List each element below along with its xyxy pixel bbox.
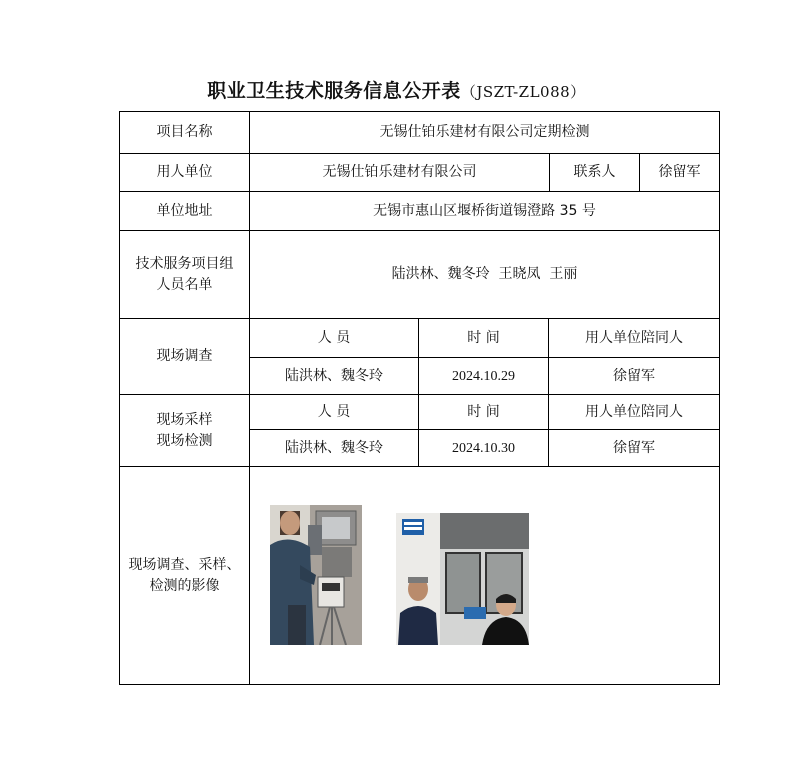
survey-time: 2024.10.29: [452, 368, 515, 384]
site-photo-sampling-image: [270, 505, 362, 645]
site-photo-sampling: [270, 505, 362, 645]
survey-people: 陆洪林、魏冬玲: [285, 367, 383, 384]
sampling-col-people: 人 员: [317, 403, 351, 420]
survey-escort: 徐留军: [613, 367, 655, 384]
title-code: （JSZT-ZL088）: [460, 83, 586, 101]
address-label: 单位地址: [156, 202, 213, 219]
document-title: [0, 76, 793, 103]
survey-col-people: 人 员: [317, 329, 351, 346]
employer-value: 无锡仕铂乐建材有限公司: [322, 164, 477, 180]
team-value: 陆洪林、魏冬玲 王晓凤 王丽: [391, 266, 578, 282]
site-photo-people: [396, 513, 529, 645]
sampling-label: 现场采样 现场检测: [156, 411, 213, 449]
sampling-time: 2024.10.30: [452, 440, 515, 456]
sampling-col-time: 时 间: [467, 403, 500, 420]
contact-value: 徐留军: [658, 164, 701, 180]
sampling-col-escort: 用人单位陪同人: [585, 403, 683, 420]
sampling-people: 陆洪林、魏冬玲: [285, 439, 383, 456]
employer-label: 用人单位: [156, 164, 213, 180]
address-value: 无锡市惠山区堰桥街道锡澄路 35 号: [373, 202, 596, 219]
survey-label: 现场调查: [156, 348, 213, 364]
site-photo-people-image: [396, 513, 529, 645]
survey-col-escort: 用人单位陪同人: [585, 329, 683, 346]
sampling-escort: 徐留军: [613, 439, 655, 456]
team-label: 技术服务项目组 人员名单: [135, 255, 234, 293]
contact-label: 联系人: [573, 164, 616, 180]
project-label: 项目名称: [156, 124, 213, 140]
info-table: [119, 111, 720, 685]
images-label: 现场调查、采样、 检测的影像: [128, 556, 241, 594]
survey-col-time: 时 间: [467, 329, 500, 346]
project-value: 无锡仕铂乐建材有限公司定期检测: [379, 124, 590, 140]
title-main: 职业卫生技术服务信息公开表: [207, 80, 461, 102]
